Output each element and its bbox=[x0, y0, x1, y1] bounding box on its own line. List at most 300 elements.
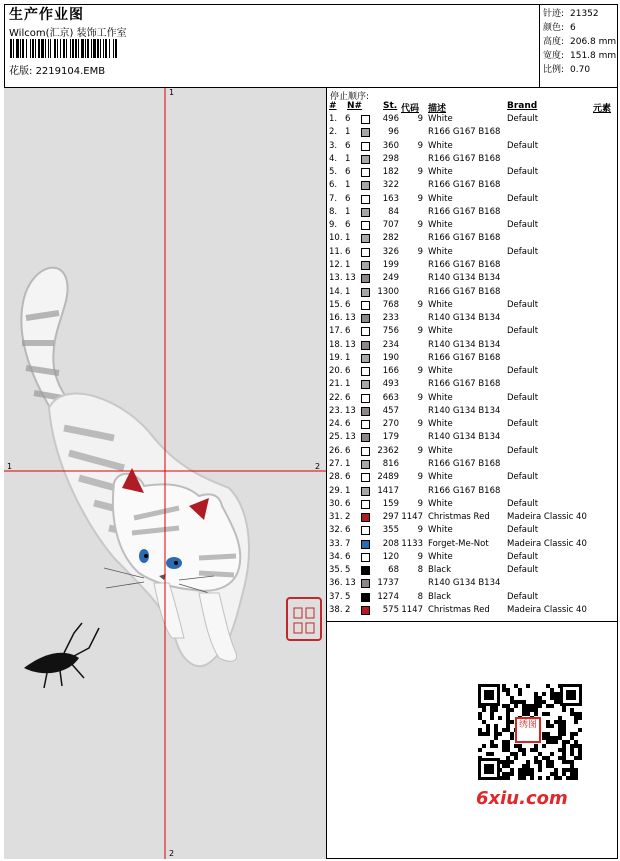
row-stitches: 575 bbox=[382, 604, 399, 615]
stop-row[interactable] bbox=[327, 578, 618, 591]
barcode-bar bbox=[78, 39, 79, 58]
qr-module bbox=[530, 708, 534, 712]
row-number: 27. bbox=[329, 459, 343, 470]
stop-row[interactable] bbox=[327, 114, 618, 127]
qr-module bbox=[550, 696, 554, 700]
row-description: R166 G167 B168 bbox=[428, 180, 501, 191]
qr-module bbox=[494, 732, 498, 736]
qr-module bbox=[554, 720, 558, 724]
row-needle: 6 bbox=[345, 366, 351, 377]
qr-module bbox=[510, 720, 514, 724]
row-code: 9 bbox=[417, 525, 423, 536]
qr-module bbox=[558, 756, 562, 760]
row-stitches: 282 bbox=[382, 233, 399, 244]
stop-row[interactable] bbox=[327, 393, 618, 406]
qr-module bbox=[574, 720, 578, 724]
qr-module bbox=[550, 772, 554, 776]
stop-row[interactable] bbox=[327, 194, 618, 207]
qr-module bbox=[526, 772, 530, 776]
row-needle: 1 bbox=[345, 286, 351, 297]
row-stitches: 179 bbox=[382, 432, 399, 443]
row-needle: 1 bbox=[345, 352, 351, 363]
color-swatch bbox=[361, 248, 370, 257]
qr-module bbox=[526, 704, 530, 708]
stop-row[interactable] bbox=[327, 459, 618, 472]
stat-value: 6 bbox=[570, 23, 576, 33]
row-code: 9 bbox=[417, 392, 423, 403]
row-description: R166 G167 B168 bbox=[428, 127, 501, 138]
stop-row[interactable] bbox=[327, 539, 618, 552]
row-number: 1. bbox=[329, 114, 338, 124]
stop-row[interactable] bbox=[327, 379, 618, 392]
row-stitches: 1274 bbox=[377, 591, 399, 602]
barcode-bar bbox=[100, 39, 101, 58]
barcode-bar bbox=[105, 39, 107, 58]
row-description: White bbox=[428, 326, 453, 337]
row-code: 9 bbox=[417, 299, 423, 310]
qr-module bbox=[510, 760, 514, 764]
qr-module bbox=[538, 760, 542, 764]
row-number: 8. bbox=[329, 206, 338, 217]
barcode-bar bbox=[115, 39, 117, 58]
barcode-bar bbox=[85, 39, 86, 58]
stop-row[interactable] bbox=[327, 432, 618, 445]
col-header-needle: N# bbox=[347, 101, 363, 111]
row-brand: Default bbox=[507, 591, 539, 602]
row-code: 8 bbox=[417, 565, 423, 576]
row-description: White bbox=[428, 299, 453, 310]
seal-stamp bbox=[287, 598, 321, 640]
qr-module bbox=[542, 700, 546, 704]
barcode-bar bbox=[54, 39, 56, 58]
stop-row[interactable] bbox=[327, 300, 618, 313]
stat-label: 针迹: bbox=[543, 9, 565, 19]
row-needle: 13 bbox=[345, 578, 356, 589]
row-description: R166 G167 B168 bbox=[428, 259, 501, 270]
row-stitches: 159 bbox=[382, 498, 399, 509]
qr-module bbox=[534, 696, 538, 700]
qr-module bbox=[562, 720, 566, 724]
color-swatch bbox=[361, 473, 370, 482]
stop-row[interactable] bbox=[327, 486, 618, 499]
row-stitches: 322 bbox=[382, 180, 399, 191]
row-stitches: 298 bbox=[382, 153, 399, 164]
row-needle: 1 bbox=[345, 485, 351, 496]
qr-module bbox=[526, 708, 530, 712]
qr-module bbox=[546, 732, 550, 736]
stop-row[interactable] bbox=[327, 220, 618, 233]
barcode-bar bbox=[66, 39, 67, 58]
color-swatch bbox=[361, 367, 370, 376]
row-number: 35. bbox=[329, 565, 343, 576]
qr-module bbox=[522, 768, 526, 772]
row-description: White bbox=[428, 472, 453, 483]
row-number: 23. bbox=[329, 405, 343, 416]
color-swatch bbox=[361, 487, 370, 496]
stop-row[interactable] bbox=[327, 366, 618, 379]
qr-module bbox=[522, 712, 526, 716]
row-stitches: 707 bbox=[382, 220, 399, 231]
qr-module bbox=[486, 728, 490, 732]
qr-module bbox=[506, 772, 510, 776]
row-number: 14. bbox=[329, 286, 343, 297]
stop-row[interactable] bbox=[327, 273, 618, 286]
qr-module bbox=[562, 744, 566, 748]
qr-module bbox=[566, 760, 570, 764]
stop-row[interactable] bbox=[327, 260, 618, 273]
color-swatch bbox=[361, 142, 370, 151]
qr-module bbox=[558, 732, 562, 736]
barcode-bar bbox=[26, 39, 27, 58]
qr-module bbox=[558, 720, 562, 724]
qr-module bbox=[506, 692, 510, 696]
row-description: White bbox=[428, 445, 453, 456]
barcode-bar bbox=[109, 39, 110, 58]
row-needle: 6 bbox=[345, 326, 351, 337]
row-description: White bbox=[428, 498, 453, 509]
color-swatch bbox=[361, 128, 370, 137]
stop-row[interactable] bbox=[327, 552, 618, 565]
barcode-bar bbox=[81, 39, 84, 58]
row-number: 15. bbox=[329, 299, 343, 310]
row-number: 31. bbox=[329, 512, 343, 523]
row-number: 29. bbox=[329, 485, 343, 496]
qr-module bbox=[494, 724, 498, 728]
stat-value: 151.8 mm bbox=[570, 51, 617, 61]
qr-module bbox=[550, 740, 554, 744]
qr-module bbox=[522, 776, 526, 780]
row-description: Forget-Me-Not bbox=[428, 538, 489, 549]
row-needle: 7 bbox=[345, 538, 351, 549]
row-brand: Default bbox=[507, 419, 539, 430]
stop-row[interactable] bbox=[327, 233, 618, 246]
qr-module bbox=[522, 764, 526, 768]
row-brand: Default bbox=[507, 551, 539, 562]
qr-module bbox=[574, 712, 578, 716]
qr-module bbox=[578, 756, 582, 760]
barcode-bar bbox=[38, 39, 40, 58]
row-number: 2. bbox=[329, 127, 338, 138]
qr-module bbox=[506, 720, 510, 724]
row-needle: 1 bbox=[345, 379, 351, 390]
qr-module bbox=[518, 776, 522, 780]
row-brand: Madeira Classic 40 bbox=[507, 604, 587, 615]
stop-row[interactable] bbox=[327, 605, 618, 618]
row-description: R166 G167 B168 bbox=[428, 352, 501, 363]
qr-module bbox=[558, 776, 562, 780]
qr-module bbox=[518, 692, 522, 696]
row-needle: 6 bbox=[345, 498, 351, 509]
stop-row[interactable] bbox=[327, 592, 618, 605]
stop-row[interactable] bbox=[327, 353, 618, 366]
stop-sequence-list bbox=[327, 88, 618, 622]
qr-module bbox=[534, 700, 538, 704]
qr-module bbox=[484, 690, 494, 700]
qr-module bbox=[570, 776, 574, 780]
qr-module bbox=[574, 768, 578, 772]
stat-height bbox=[543, 34, 616, 47]
row-code: 9 bbox=[417, 498, 423, 509]
row-number: 16. bbox=[329, 313, 343, 324]
row-description: R166 G167 B168 bbox=[428, 206, 501, 217]
row-code: 9 bbox=[417, 114, 423, 124]
stop-row[interactable] bbox=[327, 287, 618, 300]
qr-module bbox=[526, 712, 530, 716]
qr-module bbox=[506, 776, 510, 780]
qr-module bbox=[538, 700, 542, 704]
qr-module bbox=[502, 704, 506, 708]
qr-module bbox=[566, 768, 570, 772]
stat-label: 高度: bbox=[543, 37, 565, 47]
qr-module bbox=[562, 708, 566, 712]
qr-module bbox=[578, 728, 582, 732]
color-swatch bbox=[361, 155, 370, 164]
color-swatch bbox=[361, 208, 370, 217]
stop-row[interactable] bbox=[327, 154, 618, 167]
qr-module bbox=[554, 768, 558, 772]
stop-row[interactable] bbox=[327, 419, 618, 432]
stop-row[interactable] bbox=[327, 499, 618, 512]
barcode-bar bbox=[113, 39, 114, 58]
color-swatch bbox=[361, 420, 370, 429]
row-number: 9. bbox=[329, 220, 338, 231]
row-needle: 6 bbox=[345, 551, 351, 562]
barcode-bar bbox=[20, 39, 21, 58]
stop-row[interactable] bbox=[327, 247, 618, 260]
qr-module bbox=[514, 752, 518, 756]
row-stitches: 496 bbox=[382, 114, 399, 124]
row-description: R140 G134 B134 bbox=[428, 313, 501, 324]
qr-module bbox=[502, 772, 506, 776]
qr-module bbox=[514, 756, 518, 760]
color-swatch bbox=[361, 447, 370, 456]
qr-module bbox=[554, 700, 558, 704]
row-number: 32. bbox=[329, 525, 343, 536]
row-needle: 1 bbox=[345, 127, 351, 138]
row-number: 38. bbox=[329, 604, 343, 615]
studio-name: Wilcom(汇京) 装饰工作室 bbox=[9, 28, 127, 39]
qr-module bbox=[546, 736, 550, 740]
row-number: 12. bbox=[329, 259, 343, 270]
qr-module bbox=[506, 724, 510, 728]
row-number: 30. bbox=[329, 498, 343, 509]
row-description: R140 G134 B134 bbox=[428, 432, 501, 443]
row-needle: 13 bbox=[345, 405, 356, 416]
row-stitches: 84 bbox=[388, 206, 399, 217]
qr-module bbox=[562, 732, 566, 736]
stat-label: 比例: bbox=[543, 65, 565, 75]
color-swatch bbox=[361, 460, 370, 469]
qr-module bbox=[550, 704, 554, 708]
stop-row[interactable] bbox=[327, 326, 618, 339]
color-swatch bbox=[361, 606, 370, 615]
qr-module bbox=[550, 760, 554, 764]
qr-module bbox=[554, 776, 558, 780]
row-stitches: 493 bbox=[382, 379, 399, 390]
color-swatch bbox=[361, 327, 370, 336]
color-swatch bbox=[361, 314, 370, 323]
stat-value: 21352 bbox=[570, 9, 599, 19]
row-stitches: 249 bbox=[382, 273, 399, 284]
qr-module bbox=[562, 752, 566, 756]
qr-module bbox=[570, 712, 574, 716]
design-label: 花版: bbox=[9, 66, 33, 77]
color-swatch bbox=[361, 168, 370, 177]
qr-module bbox=[570, 744, 574, 748]
stop-row[interactable] bbox=[327, 565, 618, 578]
color-swatch bbox=[361, 341, 370, 350]
color-swatch bbox=[361, 540, 370, 549]
stop-row[interactable] bbox=[327, 472, 618, 485]
qr-module bbox=[534, 744, 538, 748]
qr-module bbox=[538, 752, 542, 756]
row-description: R140 G134 B134 bbox=[428, 339, 501, 350]
qr-module bbox=[534, 704, 538, 708]
row-stitches: 68 bbox=[388, 565, 399, 576]
site-logo[interactable]: 6xiu.com bbox=[476, 788, 568, 809]
row-code: 9 bbox=[417, 366, 423, 377]
row-needle: 6 bbox=[345, 472, 351, 483]
stat-scale bbox=[543, 62, 590, 75]
qr-module bbox=[530, 776, 534, 780]
row-description: White bbox=[428, 551, 453, 562]
design-preview bbox=[4, 88, 327, 859]
qr-module bbox=[578, 716, 582, 720]
qr-module bbox=[478, 712, 482, 716]
color-swatch bbox=[361, 354, 370, 363]
row-stitches: 233 bbox=[382, 313, 399, 324]
stop-row[interactable] bbox=[327, 180, 618, 193]
row-brand: Default bbox=[507, 565, 539, 576]
qr-module bbox=[530, 748, 534, 752]
row-number: 36. bbox=[329, 578, 343, 589]
color-swatch bbox=[361, 181, 370, 190]
row-stitches: 2362 bbox=[377, 445, 399, 456]
row-needle: 6 bbox=[345, 392, 351, 403]
row-description: R166 G167 B168 bbox=[428, 485, 501, 496]
qr-module bbox=[506, 704, 510, 708]
stop-row[interactable] bbox=[327, 207, 618, 220]
qr-module bbox=[570, 772, 574, 776]
stop-row[interactable] bbox=[327, 512, 618, 525]
qr-module bbox=[546, 760, 550, 764]
row-description: R166 G167 B168 bbox=[428, 153, 501, 164]
qr-module bbox=[510, 732, 514, 736]
qr-module bbox=[570, 732, 574, 736]
qr-module bbox=[546, 704, 550, 708]
row-brand: Madeira Classic 40 bbox=[507, 512, 587, 523]
barcode-bar bbox=[32, 39, 34, 58]
qr-module bbox=[570, 764, 574, 768]
row-stitches: 816 bbox=[382, 459, 399, 470]
qr-module bbox=[542, 756, 546, 760]
row-description: White bbox=[428, 246, 453, 257]
col-header-brand: Brand bbox=[507, 101, 538, 111]
barcode-image bbox=[10, 39, 147, 58]
qr-module bbox=[490, 752, 494, 756]
qr-stamp: 绣图 bbox=[515, 717, 541, 743]
qr-module bbox=[550, 764, 554, 768]
row-code: 9 bbox=[417, 140, 423, 151]
qr-module bbox=[518, 772, 522, 776]
row-stitches: 756 bbox=[382, 326, 399, 337]
barcode-bar bbox=[103, 39, 104, 58]
stat-label: 宽度: bbox=[543, 51, 565, 61]
design-filename: 2219104.EMB bbox=[35, 66, 106, 77]
row-number: 13. bbox=[329, 273, 343, 284]
design-file bbox=[9, 62, 105, 77]
row-description: R166 G167 B168 bbox=[428, 286, 501, 297]
color-swatch bbox=[361, 513, 370, 522]
qr-module bbox=[506, 756, 510, 760]
color-swatch bbox=[361, 579, 370, 588]
qr-module bbox=[478, 748, 482, 752]
stop-row[interactable] bbox=[327, 446, 618, 459]
stat-value: 206.8 mm bbox=[570, 37, 617, 47]
qr-module bbox=[502, 764, 506, 768]
qr-module bbox=[558, 728, 562, 732]
row-brand: Default bbox=[507, 498, 539, 509]
row-number: 37. bbox=[329, 591, 343, 602]
qr-module bbox=[486, 732, 490, 736]
stop-row[interactable] bbox=[327, 141, 618, 154]
row-description: White bbox=[428, 392, 453, 403]
stop-row[interactable] bbox=[327, 167, 618, 180]
qr-module bbox=[490, 708, 494, 712]
row-stitches: 326 bbox=[382, 246, 399, 257]
qr-module bbox=[550, 752, 554, 756]
color-swatch bbox=[361, 394, 370, 403]
barcode-bar bbox=[70, 39, 71, 58]
row-needle: 6 bbox=[345, 114, 351, 124]
barcode-bar bbox=[72, 39, 74, 58]
qr-module bbox=[550, 736, 554, 740]
qr-module bbox=[522, 700, 526, 704]
qr-module bbox=[546, 764, 550, 768]
stop-row[interactable] bbox=[327, 127, 618, 140]
row-needle: 13 bbox=[345, 313, 356, 324]
stop-row[interactable] bbox=[327, 406, 618, 419]
stop-row[interactable] bbox=[327, 313, 618, 326]
stop-row[interactable] bbox=[327, 340, 618, 353]
qr-module bbox=[494, 708, 498, 712]
row-number: 18. bbox=[329, 339, 343, 350]
color-swatch bbox=[361, 553, 370, 562]
qr-module bbox=[562, 740, 566, 744]
qr-module bbox=[546, 724, 550, 728]
qr-module bbox=[566, 776, 570, 780]
stat-label: 颜色: bbox=[543, 23, 565, 33]
row-description: White bbox=[428, 140, 453, 151]
row-brand: Default bbox=[507, 220, 539, 231]
qr-module bbox=[558, 716, 562, 720]
qr-module bbox=[514, 684, 518, 688]
color-swatch bbox=[361, 261, 370, 270]
color-swatch bbox=[361, 566, 370, 575]
row-code: 9 bbox=[417, 472, 423, 483]
stop-row[interactable] bbox=[327, 525, 618, 538]
row-stitches: 270 bbox=[382, 419, 399, 430]
qr-module bbox=[482, 720, 486, 724]
row-needle: 1 bbox=[345, 459, 351, 470]
qr-module bbox=[546, 684, 550, 688]
qr-module bbox=[486, 724, 490, 728]
row-number: 5. bbox=[329, 167, 338, 178]
qr-module bbox=[506, 688, 510, 692]
qr-module bbox=[574, 756, 578, 760]
qr-module bbox=[562, 772, 566, 776]
qr-module bbox=[550, 724, 554, 728]
